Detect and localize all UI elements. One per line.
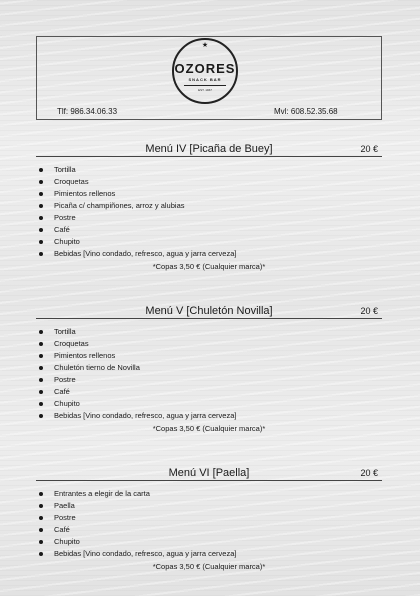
list-item: Postre bbox=[36, 374, 382, 386]
menu-iv-section bbox=[36, 142, 382, 271]
menu-item-list bbox=[36, 326, 382, 422]
menu-item-list bbox=[36, 164, 382, 260]
logo-subtitle: SNACK BAR bbox=[188, 77, 222, 82]
ozores-logo bbox=[172, 38, 238, 104]
bullet-icon bbox=[39, 516, 43, 520]
logo-star-icon: ★ bbox=[201, 42, 209, 49]
bullet-icon bbox=[39, 228, 43, 232]
bullet-icon bbox=[39, 168, 43, 172]
menu-vi-section bbox=[36, 466, 382, 571]
menu-title: Menú IV [Picaña de Buey] bbox=[145, 143, 273, 155]
bullet-icon bbox=[39, 528, 43, 532]
list-item: Croquetas bbox=[36, 338, 382, 350]
bullet-icon bbox=[39, 552, 43, 556]
menu-header bbox=[36, 466, 382, 481]
menu-item-list bbox=[36, 488, 382, 560]
bullet-icon bbox=[39, 192, 43, 196]
bullet-icon bbox=[39, 402, 43, 406]
menu-price: 20 € bbox=[360, 468, 378, 478]
list-item: Bebidas [Vino condado, refresco, agua y jarra cerveza] bbox=[36, 548, 382, 560]
bullet-icon bbox=[39, 330, 43, 334]
drinks-note: *Copas 3,50 € (Cualquier marca)* bbox=[152, 262, 266, 271]
phone-number: Tlf: 986.34.06.33 bbox=[57, 107, 118, 116]
list-item: Pimientos rellenos bbox=[36, 188, 382, 200]
menu-title: Menú V [Chuletón Novilla] bbox=[145, 305, 273, 317]
bullet-icon bbox=[39, 180, 43, 184]
bullet-icon bbox=[39, 378, 43, 382]
bullet-icon bbox=[39, 252, 43, 256]
menu-title: Menú VI [Paella] bbox=[168, 467, 250, 479]
list-item: Café bbox=[36, 524, 382, 536]
bullet-icon bbox=[39, 216, 43, 220]
list-item: Café bbox=[36, 386, 382, 398]
bullet-icon bbox=[39, 504, 43, 508]
bullet-icon bbox=[39, 390, 43, 394]
logo-divider bbox=[184, 85, 226, 86]
list-item: Bebidas [Vino condado, refresco, agua y jarra cerveza] bbox=[36, 410, 382, 422]
list-item: Paella bbox=[36, 500, 382, 512]
menu-header bbox=[36, 304, 382, 319]
mobile-number: Mvl: 608.52.35.68 bbox=[274, 107, 338, 116]
list-item: Tortilla bbox=[36, 326, 382, 338]
bullet-icon bbox=[39, 540, 43, 544]
list-item: Postre bbox=[36, 512, 382, 524]
bullet-icon bbox=[39, 342, 43, 346]
drinks-note: *Copas 3,50 € (Cualquier marca)* bbox=[152, 562, 266, 571]
list-item: Croquetas bbox=[36, 176, 382, 188]
list-item: Picaña c/ champiñones, arroz y alubias bbox=[36, 200, 382, 212]
bullet-icon bbox=[39, 204, 43, 208]
logo-name: OZORES bbox=[174, 61, 236, 76]
list-item: Chuletón tierno de Novilla bbox=[36, 362, 382, 374]
menu-price: 20 € bbox=[360, 306, 378, 316]
menu-v-section bbox=[36, 304, 382, 433]
menu-header bbox=[36, 142, 382, 157]
list-item: Bebidas [Vino condado, refresco, agua y jarra cerveza] bbox=[36, 248, 382, 260]
menu-price: 20 € bbox=[360, 144, 378, 154]
list-item: Chupito bbox=[36, 536, 382, 548]
list-item: Café bbox=[36, 224, 382, 236]
list-item: Tortilla bbox=[36, 164, 382, 176]
bullet-icon bbox=[39, 366, 43, 370]
list-item: Postre bbox=[36, 212, 382, 224]
bullet-icon bbox=[39, 240, 43, 244]
drinks-note: *Copas 3,50 € (Cualquier marca)* bbox=[152, 424, 266, 433]
bullet-icon bbox=[39, 492, 43, 496]
list-item: Pimientos rellenos bbox=[36, 350, 382, 362]
bullet-icon bbox=[39, 354, 43, 358]
logo-established: EST. 1967 bbox=[198, 88, 212, 92]
list-item: Chupito bbox=[36, 398, 382, 410]
bullet-icon bbox=[39, 414, 43, 418]
list-item: Entrantes a elegir de la carta bbox=[36, 488, 382, 500]
list-item: Chupito bbox=[36, 236, 382, 248]
